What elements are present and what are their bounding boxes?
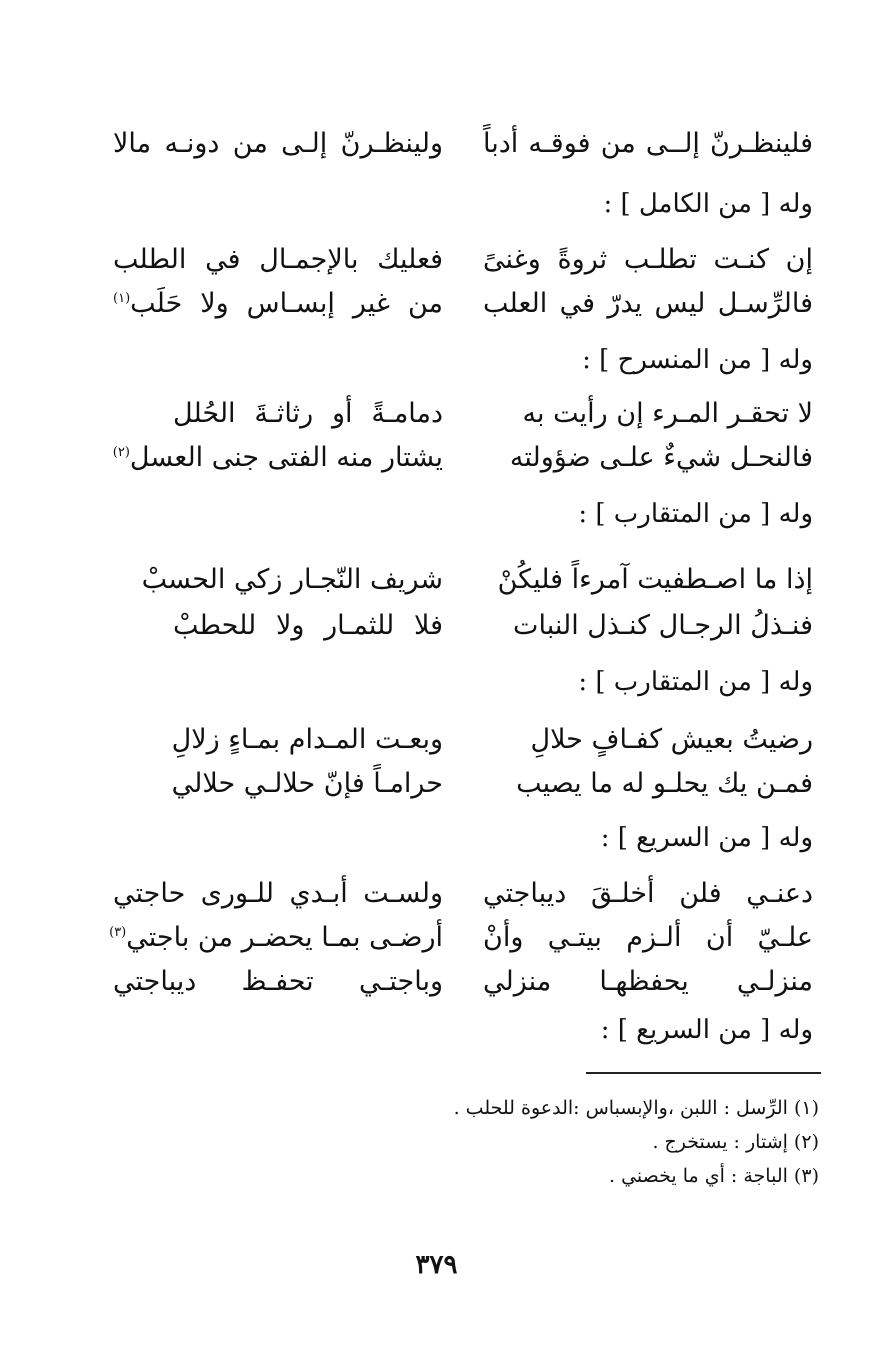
verse-line	[113, 434, 813, 482]
verse-second-hemistich: وبعـت المـدام بمـاءٍ زلالِ	[171, 724, 443, 755]
verse-line	[113, 280, 813, 328]
poem-heading: وله [ من المنسرح ] :	[582, 345, 813, 375]
footnote-marker: (٢)	[112, 445, 130, 460]
verse-first-hemistich: فالرِّسـل ليس يدرّ في العلب	[483, 288, 813, 319]
verse-first-hemistich: علـيّ أن ألـزم بيتـي وأنْ	[483, 922, 813, 953]
verse-first-hemistich: دعنـي فلن أخلـقَ ديباجتي	[483, 878, 813, 909]
verse-first-hemistich: إذا ما اصـطفيت آمرءاً فليكُنْ	[497, 564, 813, 595]
page-number: ٣٧٩	[415, 1250, 458, 1280]
poem-heading: وله [ من المتقارب ] :	[578, 499, 813, 529]
verse-second-hemistich: فلا للثمـار ولا للحطبْ	[173, 610, 443, 641]
poem-heading: وله [ من السريع ] :	[600, 1015, 813, 1045]
verse-second-hemistich: وباجتـي تحفـظ ديباجتي	[113, 966, 443, 997]
verse-line	[113, 958, 813, 1006]
verse-line	[113, 716, 813, 764]
footnote-marker: (٣)	[109, 925, 127, 940]
footnote-marker: (١)	[113, 291, 131, 306]
verse-second-hemistich: فعليك بالإجمـال في الطلب	[113, 244, 443, 275]
verse-line	[109, 914, 813, 962]
verse-text: يشتار منه الفتى جنى العسل	[129, 442, 443, 473]
verse-second-hemistich: ولسـت أبـدي للـورى حاجتي	[113, 878, 443, 909]
verse-first-hemistich: فلينظـرنّ إلــى من فوقـه أدباً	[483, 128, 813, 159]
verse-second-hemistich: دمامـةً أو رثاثـةَ الحُلل	[173, 398, 443, 429]
verse-text: من غير إبسـاس ولا حَلَب	[130, 288, 443, 319]
verse-line	[113, 602, 813, 650]
footnote-separator	[586, 1072, 821, 1074]
verse-second-hemistich: شريف النّجـار زكي الحسبْ	[141, 564, 443, 595]
verse-line	[113, 556, 813, 604]
verse-first-hemistich: لا تحقـر المـرء إن رأيت به	[522, 398, 813, 429]
verse-line	[113, 760, 813, 808]
verse-first-hemistich: منزلـي يحفظهـا منزلي	[483, 966, 813, 997]
poem-heading: وله [ من الكامل ] :	[603, 189, 813, 219]
verse-first-hemistich: فنـذلُ الرجـال كنـذل النبات	[513, 610, 813, 641]
footnote: (٢) إشتار : يستخرج .	[652, 1131, 819, 1153]
poem-heading: وله [ من المتقارب ] :	[578, 667, 813, 697]
verse-first-hemistich: رضيتُ بعيش كفـافٍ حلالِ	[530, 724, 813, 755]
footnote: (١) الرِّسل : اللبن ،والإبسباس :الدعوة للحلب .	[453, 1097, 819, 1119]
verse-line	[113, 120, 813, 168]
footnote: (٣) الباجة : أي ما يخصني .	[609, 1165, 819, 1187]
verse-second-hemistich: ولينظـرنّ إلـى من دونـه مالا	[113, 128, 443, 159]
verse-line	[113, 870, 813, 918]
verse-line	[113, 390, 813, 438]
verse-second-hemistich	[113, 280, 443, 328]
verse-first-hemistich: فمـن يك يحلـو له ما يصيب	[516, 768, 813, 799]
verse-second-hemistich	[109, 914, 443, 962]
verse-second-hemistich	[112, 434, 443, 482]
verse-text: أرضـى بمـا يحضـر من باجتي	[126, 922, 443, 953]
verse-first-hemistich: إن كنـت تطلـب ثروةً وغنىً	[483, 244, 813, 275]
verse-first-hemistich: فالنحـل شيءٌ علـى ضؤولته	[509, 442, 813, 473]
verse-second-hemistich: حرامـاً فإنّ حلالـي حلالي	[171, 768, 443, 799]
poem-heading: وله [ من السريع ] :	[600, 823, 813, 853]
verse-line	[113, 236, 813, 284]
